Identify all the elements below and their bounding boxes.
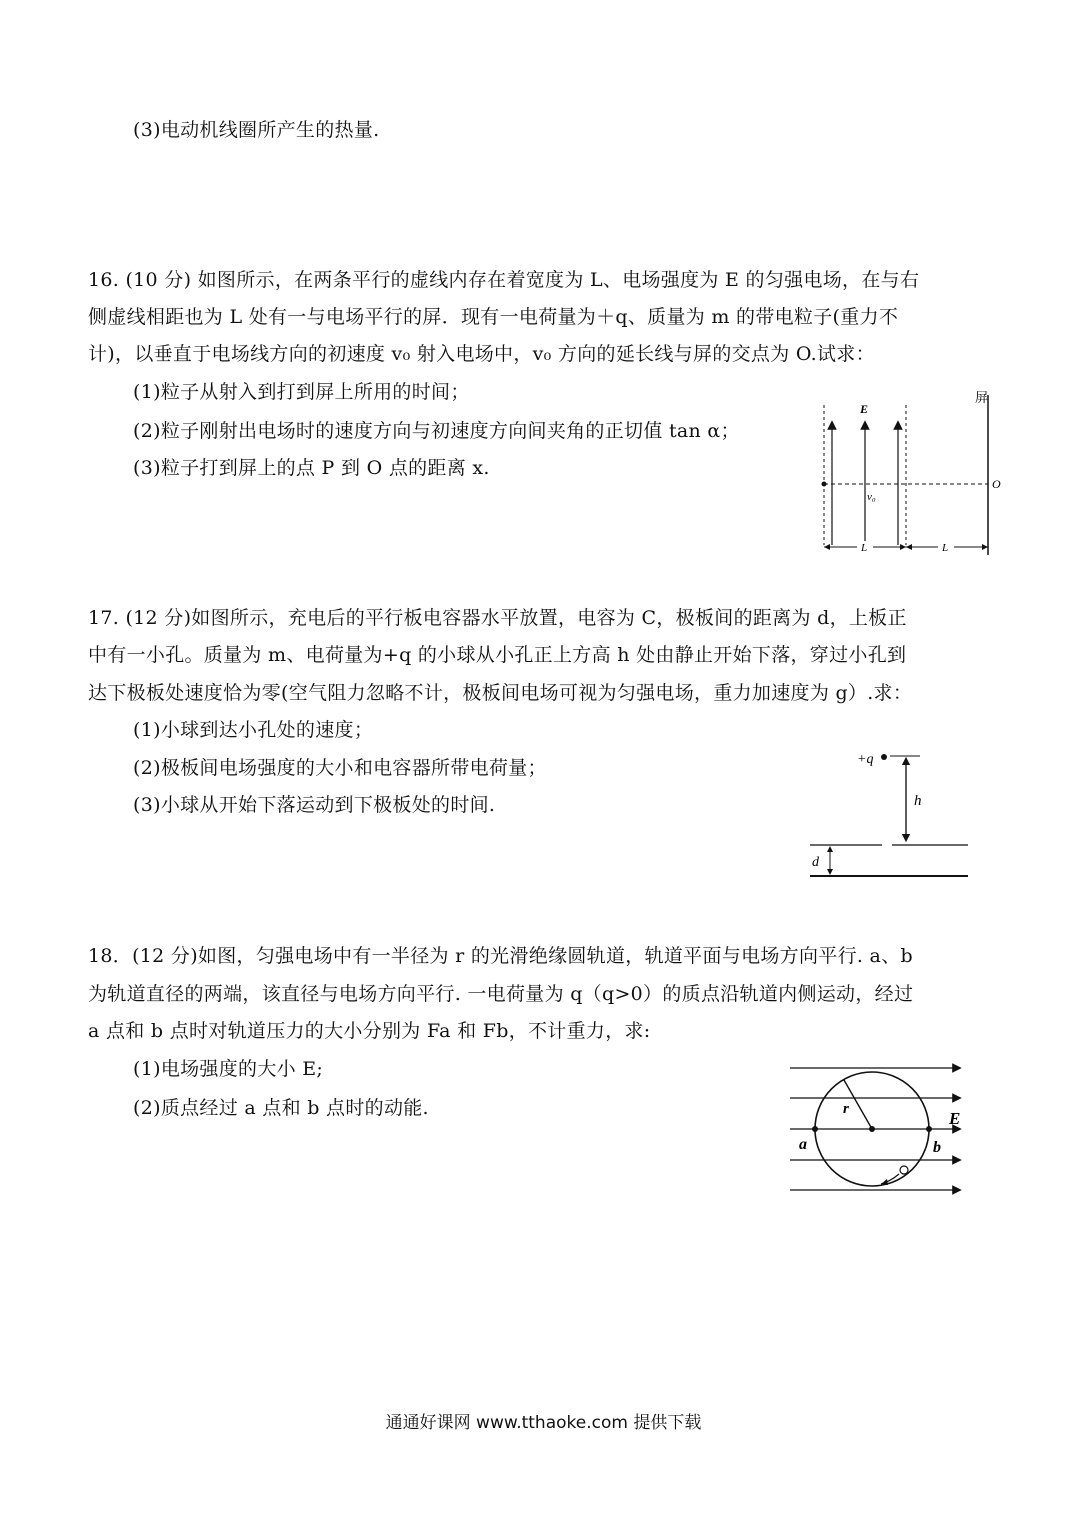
point-b-dot [926,1126,932,1132]
charge-label: +q [857,752,874,767]
footer-watermark: 通通好课网 www.tthaoke.com 提供下载 [385,1413,702,1433]
point-b-label: b [933,1139,941,1156]
charged-particle [900,1166,908,1174]
q16-subquestion-3: (3)粒子打到屏上的点 P 到 O 点的距离 x. [133,457,490,479]
q18-stem-line-3: a 点和 b 点时对轨道压力的大小分别为 Fa 和 Fb，不计重力，求: [88,1020,651,1042]
q18-stem-line-2: 为轨道直径的两端，该直径与电场方向平行. 一电荷量为 q（q>0）的质点沿轨道内侧运动，经过 [88,983,914,1005]
q16-subquestion-2: (2)粒子刚射出电场时的速度方向与初速度方向间夹角的正切值 tan α； [133,420,740,442]
width-label-L2: L [942,542,949,554]
field-label-E: E [949,1109,961,1128]
q18-circular-track-diagram [785,1060,975,1200]
q18-stem-line-1: 18．(12 分)如图，匀强电场中有一半径为 r 的光滑绝缘圆轨道，轨道平面与电场方向平行. a、b [88,945,913,967]
velocity-label: v₀ [867,491,876,503]
point-O-label: O [992,477,1001,491]
q17-subquestion-3: (3)小球从开始下落运动到下极板处的时间. [133,794,496,816]
q16-stem-line-1: 16. (10 分) 如图所示，在两条平行的虚线内存在着宽度为 L、电场强度为 E 的匀强电场，在与右 [88,269,920,291]
q17-stem-line-3: 达下极板处速度恰为零(空气阻力忽略不计，极板间电场可视为匀强电场，重力加速度为 g）.求： [88,682,913,704]
distance-label: d [812,855,819,870]
field-label-E: E [860,402,869,416]
q17-subquestion-1: (1)小球到达小孔处的速度； [133,719,374,741]
point-a-label: a [799,1136,807,1153]
radius-label: r [843,1101,849,1117]
width-label-L1: L [861,542,868,554]
screen-label: 屏 [975,390,989,405]
q18-subquestion-1: (1)电场强度的大小 E; [133,1058,324,1080]
q17-stem-line-2: 中有一小孔。质量为 m、电荷量为+q 的小球从小孔正上方高 h 处由静止开始下落，穿过小孔到 [88,644,907,666]
height-label: h [914,793,922,809]
q17-stem-line-1: 17. (12 分)如图所示，充电后的平行板电容器水平放置，电容为 C，极板间的距离为 d，上板正 [88,607,907,629]
q18-subquestion-2: (2)质点经过 a 点和 b 点时的动能. [133,1097,429,1119]
ball-dot [881,754,887,760]
q16-stem-line-3: 计)，以垂直于电场线方向的初速度 v₀ 射入电场中，v₀ 方向的延长线与屏的交点为 O.试求： [88,343,875,365]
q17-capacitor-diagram [800,735,980,885]
q17-subquestion-2: (2)极板间电场强度的大小和电容器所带电荷量； [133,757,547,779]
q16-subquestion-1: (1)粒子从射入到打到屏上所用的时间； [133,381,470,403]
point-a-dot [812,1126,818,1132]
q16-stem-line-2: 侧虚线相距也为 L 处有一与电场平行的屏．现有一电荷量为＋q、质量为 m 的带电粒子(重力不 [88,306,899,328]
q16-field-diagram [810,385,1020,565]
q15-subquestion-3: (3)电动机线圈所产生的热量. [133,119,380,141]
